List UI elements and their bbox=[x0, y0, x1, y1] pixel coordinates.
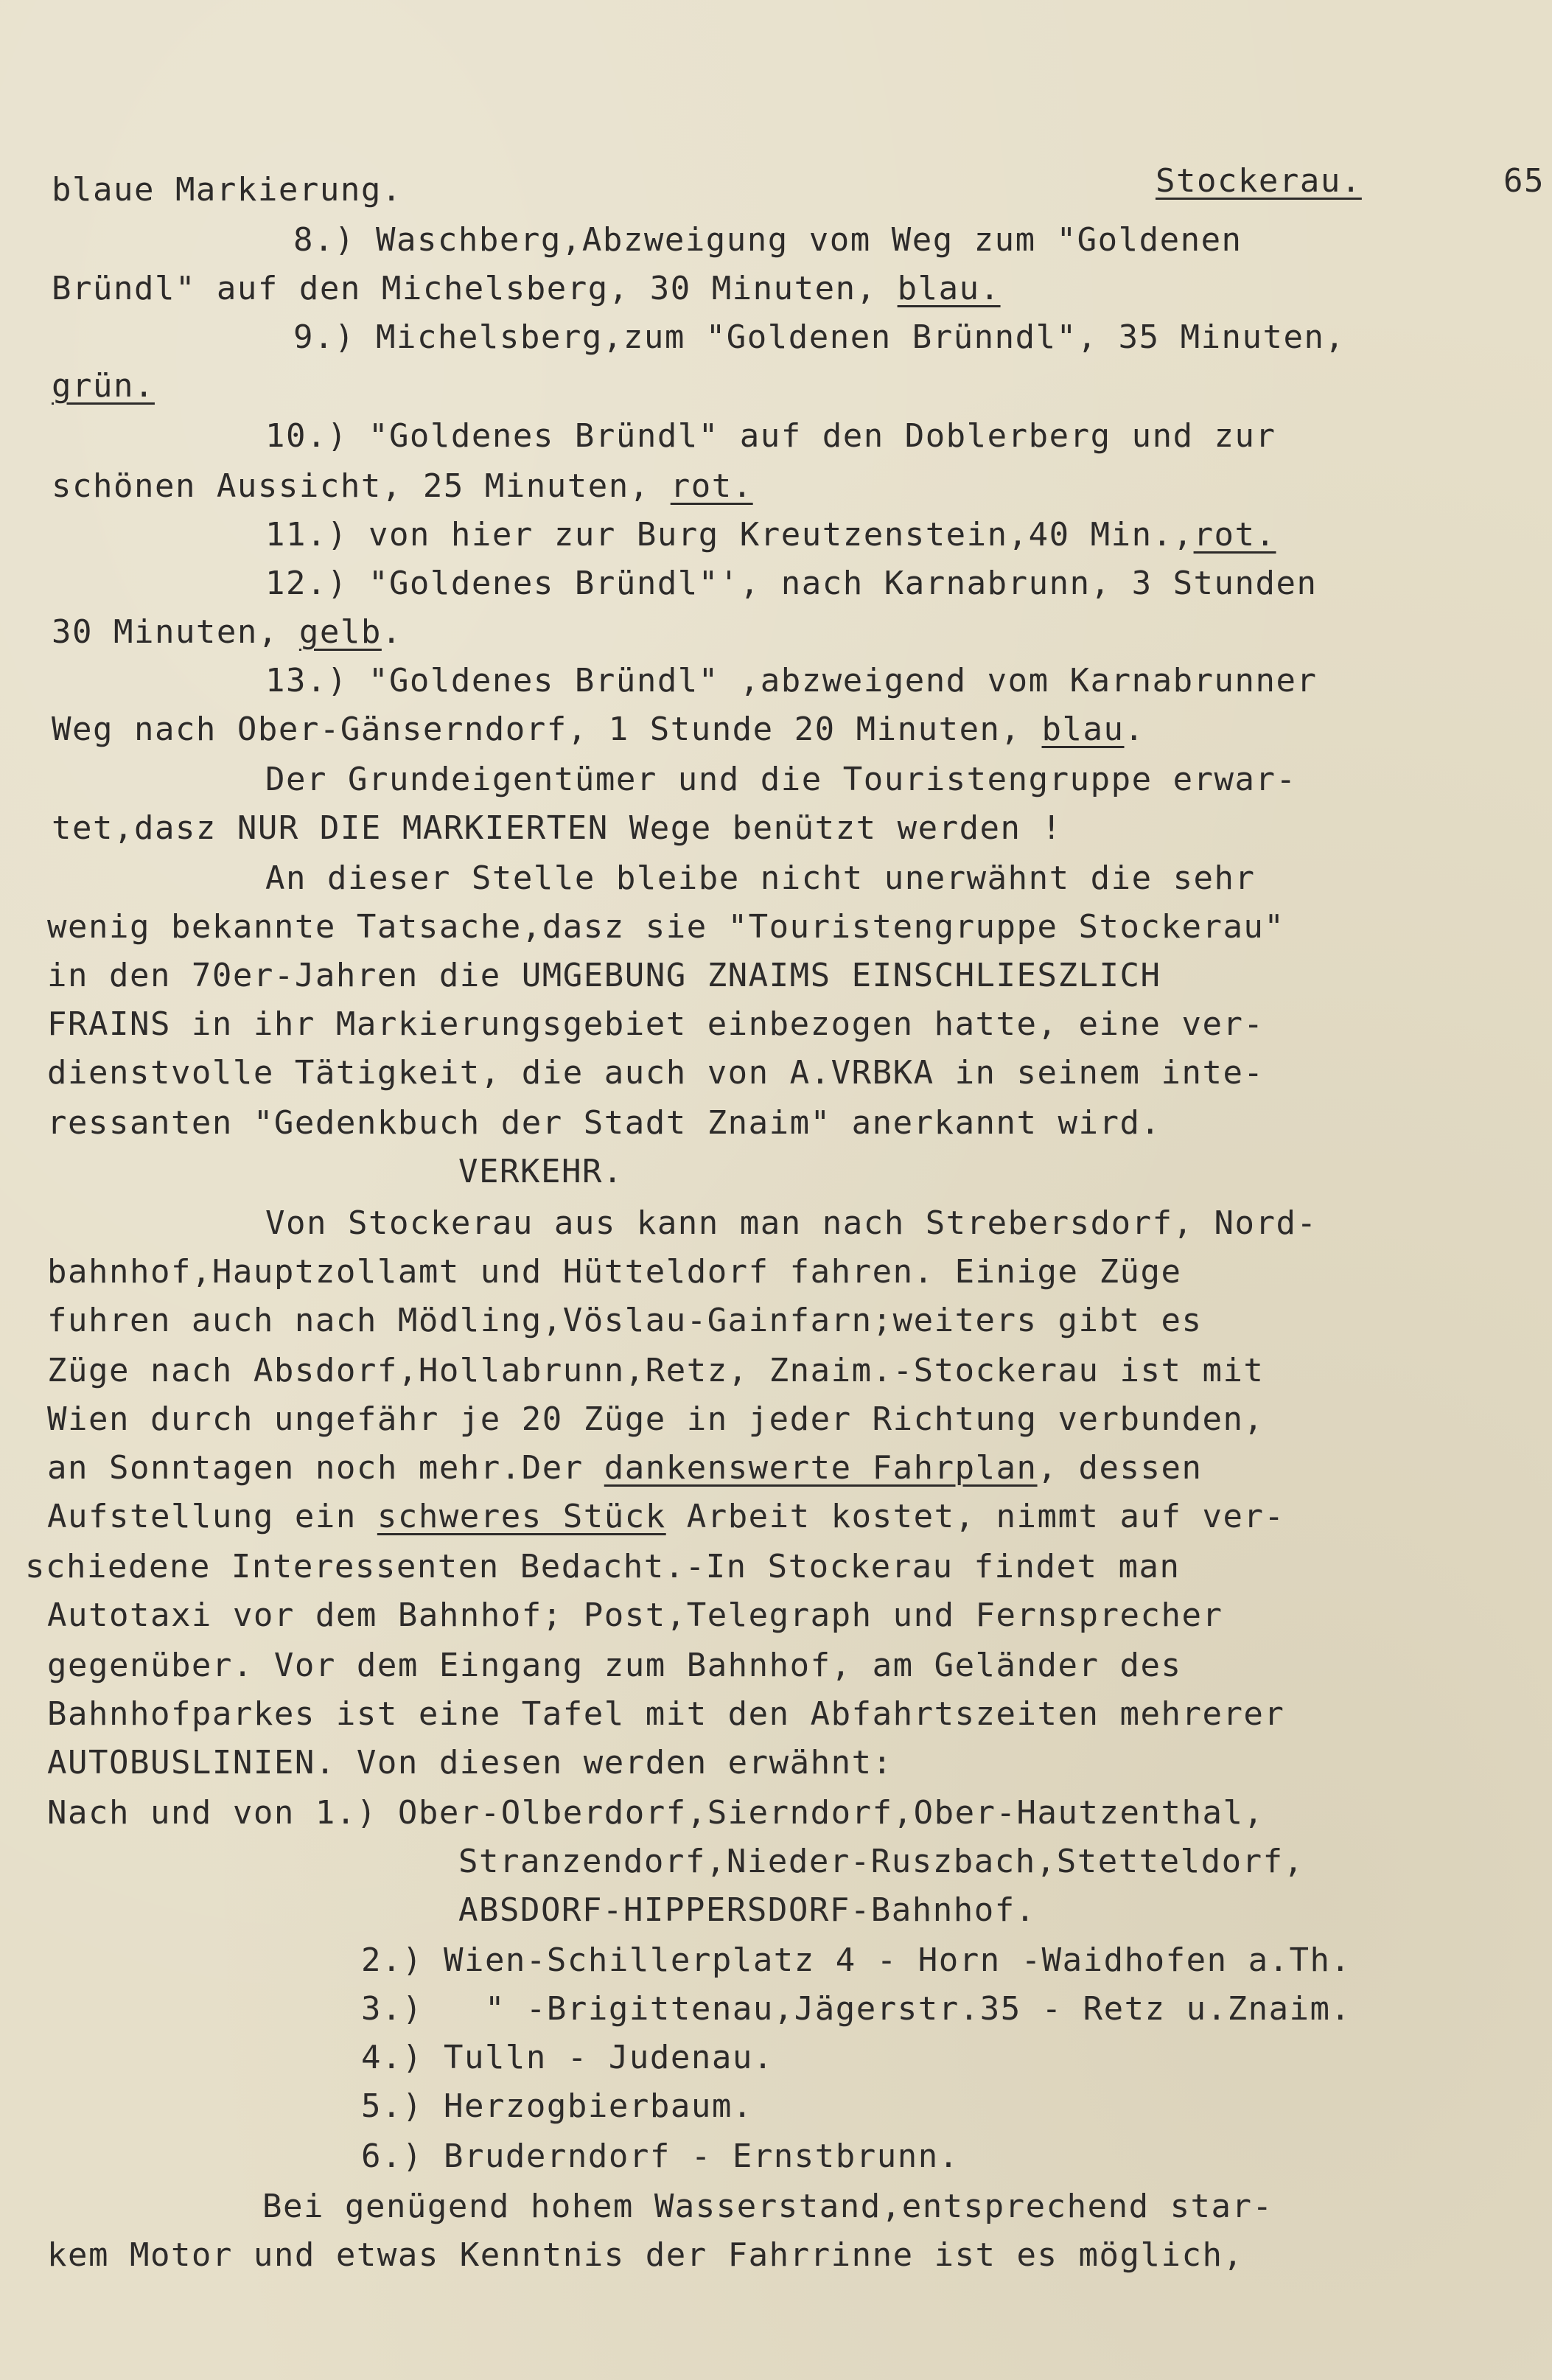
bus-line-item: 6.) Bruderndorf - Ernstbrunn. bbox=[361, 2138, 959, 2175]
text-line: Nach und von 1.) Ober-Olberdorf,Sierndorf,Ober-Hautzenthal, bbox=[47, 1794, 1265, 1832]
text-line: Aufstellung ein schweres Stück Arbeit kostet, nimmt auf ver- bbox=[47, 1498, 1285, 1535]
text-line: 13.) "Goldenes Bründl" ,abzweigend vom Karnabrunner bbox=[265, 662, 1318, 699]
text-line: kem Motor und etwas Kenntnis der Fahrrinne ist es möglich, bbox=[47, 2236, 1244, 2274]
text-line: 11.) von hier zur Burg Kreutzenstein,40 Min.,rot. bbox=[265, 516, 1276, 554]
text-line: in den 70er-Jahren die UMGEBUNG ZNAIMS EINSCHLIESZLICH bbox=[47, 957, 1161, 994]
page-number-text: 65 bbox=[1503, 162, 1545, 200]
text-line: 9.) Michelsberg,zum "Goldenen Brünndl", 35 Minuten, bbox=[293, 318, 1346, 356]
text-line: gegenüber. Vor dem Eingang zum Bahnhof, am Geländer des bbox=[47, 1647, 1182, 1684]
bus-line-item: 3.) " -Brigittenau,Jägerstr.35 - Retz u.Znaim. bbox=[361, 1990, 1352, 2028]
text-line: 8.) Waschberg,Abzweigung vom Weg zum "Goldenen bbox=[293, 221, 1242, 259]
text-line: 10.) "Goldenes Bründl" auf den Doblerberg und zur bbox=[265, 417, 1276, 455]
text-line: Der Grundeigentümer und die Touristengruppe erwar- bbox=[265, 761, 1297, 798]
section-heading-verkehr: VERKEHR. bbox=[458, 1153, 623, 1190]
text-line: ABSDORF-HIPPERSDORF-Bahnhof. bbox=[458, 1891, 1036, 1929]
text-line: Stranzendorf,Nieder-Ruszbach,Stetteldorf, bbox=[458, 1843, 1304, 1880]
text-line: 12.) "Goldenes Bründl"', nach Karnabrunn, 3 Stunden bbox=[265, 565, 1318, 602]
text-line: Von Stockerau aus kann man nach Strebersdorf, Nord- bbox=[265, 1204, 1318, 1242]
text-line: 30 Minuten, gelb. bbox=[52, 613, 402, 651]
text-line: dienstvolle Tätigkeit, die auch von A.VRBKA in seinem inte- bbox=[47, 1054, 1265, 1092]
text-line: An dieser Stelle bleibe nicht unerwähnt die sehr bbox=[265, 859, 1256, 897]
text-line: Züge nach Absdorf,Hollabrunn,Retz, Znaim.-Stockerau ist mit bbox=[47, 1352, 1265, 1389]
bus-line-item: 2.) Wien-Schillerplatz 4 - Horn -Waidhofen a.Th. bbox=[361, 1941, 1352, 1979]
text-line: Bahnhofparkes ist eine Tafel mit den Abfahrtszeiten mehrerer bbox=[47, 1695, 1285, 1733]
text-line: Weg nach Ober-Gänserndorf, 1 Stunde 20 Minuten, blau. bbox=[52, 711, 1145, 748]
text-line: Bründl" auf den Michelsberg, 30 Minuten, blau. bbox=[52, 270, 1001, 307]
header-title: Stockerau. bbox=[1155, 162, 1362, 200]
text-line: ressanten "Gedenkbuch der Stadt Znaim" anerkannt wird. bbox=[47, 1104, 1161, 1142]
text-line: blaue Markierung. bbox=[52, 171, 402, 209]
text-line: Autotaxi vor dem Bahnhof; Post,Telegraph und Fernsprecher bbox=[47, 1596, 1223, 1634]
text-line: schiedene Interessenten Bedacht.-In Stockerau findet man bbox=[25, 1548, 1181, 1585]
text-line: schönen Aussicht, 25 Minuten, rot. bbox=[52, 467, 753, 505]
bus-line-item: 5.) Herzogbierbaum. bbox=[361, 2087, 753, 2125]
bus-line-item: 4.) Tulln - Judenau. bbox=[361, 2039, 774, 2076]
text-line: tet,dasz NUR DIE MARKIERTEN Wege benützt werden ! bbox=[52, 809, 1063, 847]
text-line: bahnhof,Hauptzollamt und Hütteldorf fahren. Einige Züge bbox=[47, 1253, 1182, 1291]
text-line: grün. bbox=[52, 367, 155, 405]
text-line: Bei genügend hohem Wasserstand,entsprechend star- bbox=[262, 2188, 1273, 2225]
text-line: an Sonntagen noch mehr.Der dankenswerte Fahrplan, dessen bbox=[47, 1449, 1203, 1487]
text-line: Wien durch ungefähr je 20 Züge in jeder Richtung verbunden, bbox=[47, 1400, 1265, 1438]
page-number bbox=[1421, 115, 1545, 248]
text-line: FRAINS in ihr Markierungsgebiet einbezogen hatte, eine ver- bbox=[47, 1005, 1265, 1043]
text-line: wenig bekannte Tatsache,dasz sie "Touristengruppe Stockerau" bbox=[47, 908, 1285, 946]
text-line: fuhren auch nach Mödling,Vöslau-Gainfarn;weiters gibt es bbox=[47, 1302, 1203, 1339]
text-line: AUTOBUSLINIEN. Von diesen werden erwähnt: bbox=[47, 1744, 893, 1781]
